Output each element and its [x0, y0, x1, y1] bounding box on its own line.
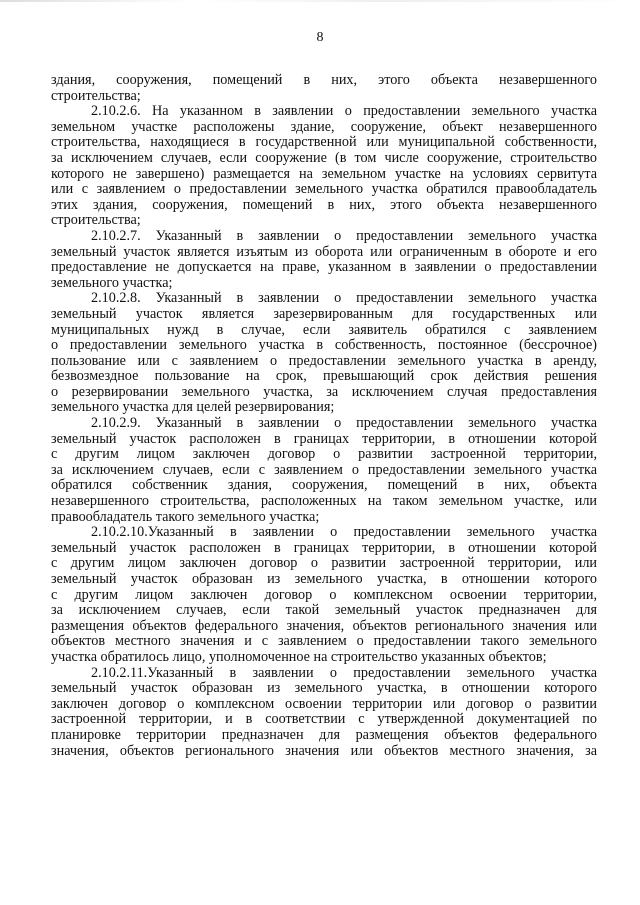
text-line: земельном участке расположены здание, сооружение, объект незавершенного — [51, 118, 597, 135]
text-line: земельного участка для целей резервирования; — [51, 399, 335, 416]
text-line: о предоставлении земельного участка в собственность, постоянное (бессрочное) — [51, 337, 597, 354]
text-line: этих здания, сооружения, помещений в них, этого объекта незавершенного — [51, 196, 597, 213]
text-line: земельный участок образован из земельного участка, в отношении которого — [51, 571, 597, 587]
text-line: строительства; — [51, 87, 141, 104]
text-line: обратился собственник здания, сооружения, помещений в них, объекта — [51, 477, 597, 494]
text-line: строительства; — [51, 212, 141, 229]
text-line: безвозмездное пользование на срок, превышающий срок действия решения — [51, 368, 597, 385]
text-line: 2.10.2.10.Указанный в заявлении о предоставлении земельного участка — [91, 524, 597, 541]
text-line: за исключением случаев, если сооружение (в том числе сооружение, строительство — [51, 149, 597, 166]
text-line: земельный участок расположен в границах территории, в отношении которой — [51, 430, 597, 447]
text-line: земельный участок является зарезервированным для государственных или — [51, 305, 597, 322]
page-number: 8 — [316, 30, 324, 45]
text-line: о резервировании земельного участка, за исключением случая предоставления — [51, 383, 597, 400]
text-line: с другим лицом заключен договор о развитии застроенной территории, или — [51, 555, 597, 572]
text-line: земельный участок является изъятым из оборота или ограниченным в обороте и его — [51, 243, 597, 260]
text-line: пользование или с заявлением о предоставлении земельного участка в аренду, — [51, 352, 597, 369]
text-line: земельного участка; — [51, 274, 173, 291]
text-line: застроенной территории, и в соответствии с утвержденной документацией по — [51, 711, 597, 728]
text-line: объектов местного значения и с заявлением о предоставлении такого земельного — [51, 633, 597, 650]
text-line: земельный участок расположен в границах территории, в отношении которой — [51, 539, 597, 556]
text-line: незавершенного строительства, расположенных на таком земельном участке, или — [51, 493, 597, 510]
text-line: строительства, находящиеся в государственной или муниципальной собственности, — [51, 134, 597, 151]
text-line: здания, сооружения, помещений в них, этого объекта незавершенного — [51, 72, 597, 88]
scan-edge — [0, 0, 640, 2]
text-line: с другим лицом заключен договор о комплексном освоении территории, — [51, 586, 597, 603]
text-line: или с заявлением о предоставлении земельного участка обратился правообладатель — [51, 181, 597, 198]
text-line: за исключением случаев, если с заявлением о предоставлении земельного участка — [51, 461, 597, 478]
text-line: размещения объектов федерального значения, объектов регионального значения или — [51, 617, 597, 634]
text-line: 2.10.2.7. Указанный в заявлении о предоставлении земельного участка — [91, 227, 597, 244]
text-line: за исключением случаев, если такой земельный участок предназначен для — [51, 602, 597, 619]
text-line: планировке территории предназначен для размещения объектов федерального — [51, 726, 597, 743]
text-line: муниципальных нужд в случае, если заявитель обратился с заявлением — [51, 321, 597, 338]
text-line: 2.10.2.9. Указанный в заявлении о предоставлении земельного участка — [91, 415, 597, 432]
text-line: значения, объектов регионального значения или объектов местного значения, за — [51, 742, 597, 759]
text-line: 2.10.2.11.Указанный в заявлении о предоставлении земельного участка — [91, 664, 597, 681]
text-line: 2.10.2.8. Указанный в заявлении о предоставлении земельного участка — [91, 290, 597, 307]
text-line: которого не завершено) размещается на земельном участке на условиях сервитута — [51, 165, 597, 182]
text-line: предоставление не допускается на праве, указанном в заявлении о предоставлении — [51, 259, 597, 276]
text-line: с другим лицом заключен договор о развитии застроенной территории, — [51, 446, 597, 463]
text-line: правообладатель такого земельного участка; — [51, 508, 320, 525]
document-body — [51, 73, 597, 759]
text-line: участка обратилось лицо, уполномоченное на строительство указанных объектов; — [51, 648, 547, 665]
text-line: земельный участок образован из земельного участка, в отношении которого — [51, 680, 597, 697]
text-line: заключен договор о комплексном освоении территории или договор о развитии — [51, 695, 597, 712]
text-line: 2.10.2.6. На указанном в заявлении о предоставлении земельного участка — [91, 103, 597, 120]
